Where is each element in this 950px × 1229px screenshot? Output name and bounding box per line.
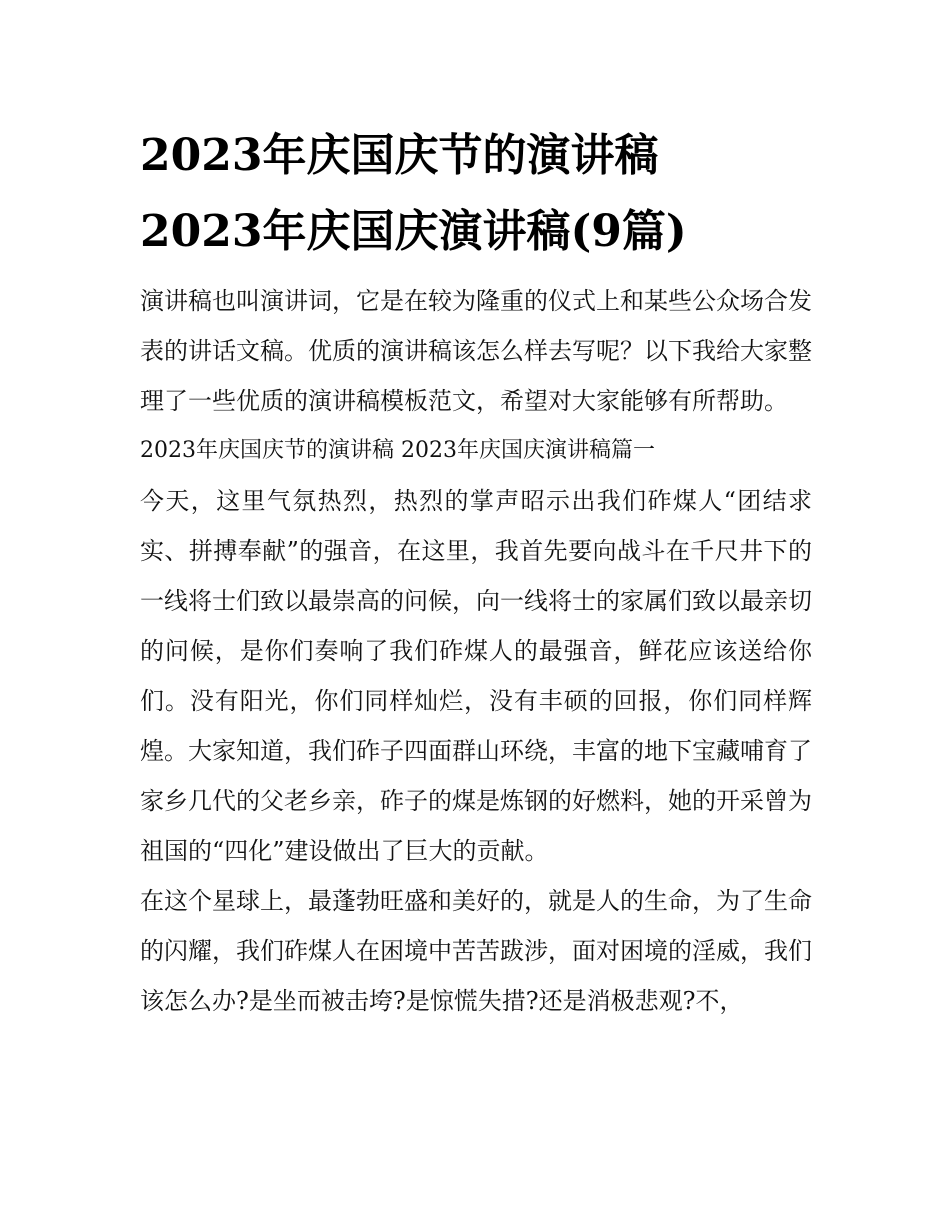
- body-paragraph-2: 在这个星球上，最蓬勃旺盛和美好的，就是人的生命，为了生命的闪耀，我们砟煤人在困境中苦苦跋涉，面对困境的淫威，我们该怎么办?是坐而被击垮?是惊慌失措?还是消极悲观?不，: [140, 887, 812, 1015]
- intro-paragraph: 演讲稿也叫演讲词，它是在较为隆重的仪式上和某些公众场合发表的讲话文稿。优质的演讲稿该怎么样去写呢？以下我给大家整理了一些优质的演讲稿模板范文，希望对大家能够有所帮助。: [140, 287, 812, 415]
- document-content: [140, 118, 812, 1026]
- title-line-1: 2023年庆国庆节的演讲稿: [140, 130, 659, 181]
- document-title: [140, 118, 812, 270]
- title-line-2: 2023年庆国庆演讲稿(9篇): [140, 206, 687, 257]
- section-heading: 2023年庆国庆节的演讲稿 2023年庆国庆演讲稿篇一: [140, 438, 655, 463]
- body-paragraph-1: 今天，这里气氛热烈，热烈的掌声昭示出我们砟煤人“团结求实、拼搏奉献”的强音，在这里，我首先要向战斗在千尺井下的一线将士们致以最崇高的问候，向一线将士的家属们致以最亲切的问候，是你们奏响了我们砟煤人的最强音，鲜花应该送给你们。没有阳光，你们同样灿烂，没有丰硕的回报，你们同样辉煌。大家知道，我们砟子四面群山环绕，丰富的地下宝藏哺育了家乡几代的父老乡亲，砟子的煤是炼钢的好燃料，她的开采曾为祖国的“四化”建设做出了巨大的贡献。: [140, 487, 812, 865]
